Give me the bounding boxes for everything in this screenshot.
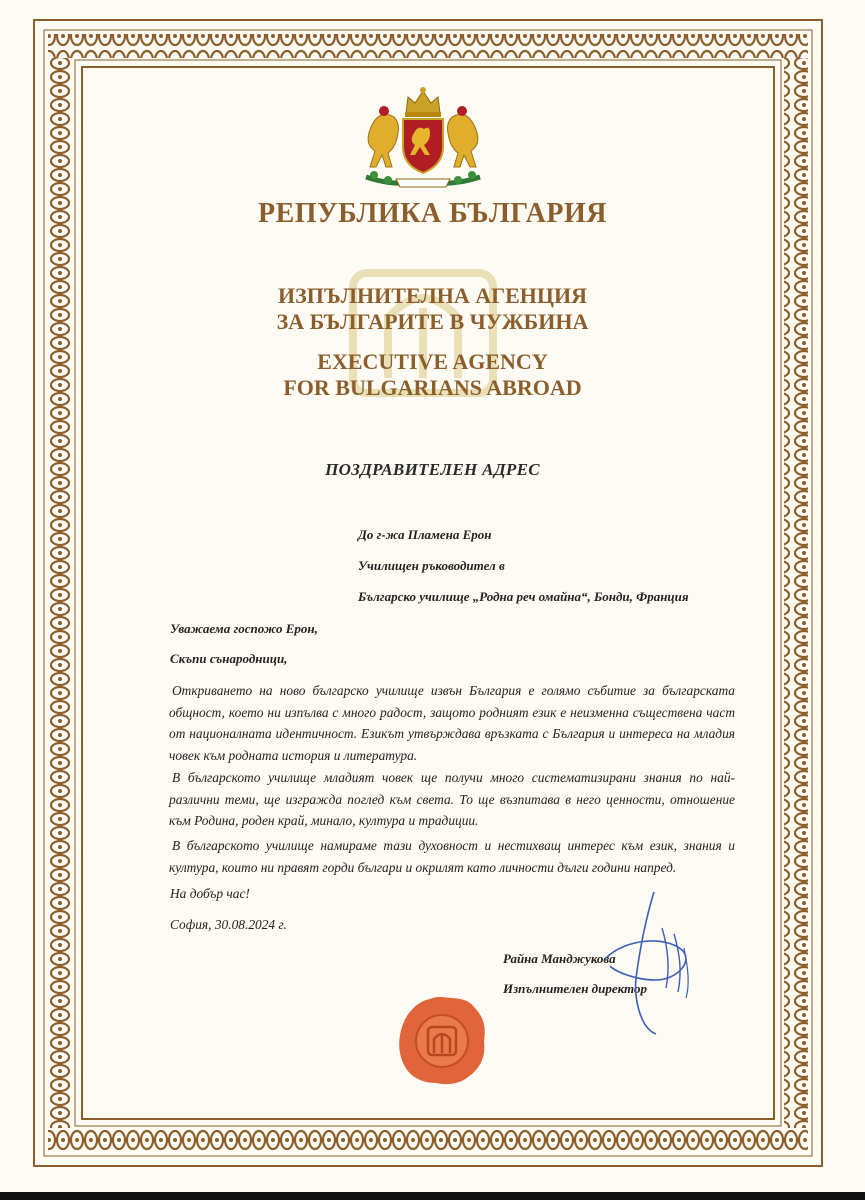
recipient-line2: Училищен ръководител в bbox=[358, 558, 505, 573]
closing-line: На добър час! bbox=[170, 886, 250, 901]
agency-bg-line1: ИЗПЪЛНИТЕЛНА АГЕНЦИЯ bbox=[277, 283, 588, 308]
signatory-title: Изпълнителен директор bbox=[503, 981, 647, 996]
agency-bg-line2: ЗА БЪЛГАРИТЕ В ЧУЖБИНА bbox=[276, 309, 589, 334]
recipient-line3: Българско училище „Родна реч омайна“, Бонди, Франция bbox=[358, 589, 689, 604]
document-heading: ПОЗДРАВИТЕЛЕН АДРЕС bbox=[325, 460, 540, 479]
paragraph-1: Откриването на ново българско училище извън България е голямо събитие за българската общност, което ни изпълва с много радост, защото родният език е неизменна съществена част от националната идентичност. Езикът утвърждава връзката с България и интереса на младия човек към родната история и литература. bbox=[169, 683, 735, 763]
scan-edge bbox=[0, 1192, 865, 1200]
agency-en-line2: FOR BULGARIANS ABROAD bbox=[283, 375, 582, 400]
agency-name-en bbox=[0, 349, 865, 401]
agency-name-bg bbox=[0, 283, 865, 335]
agency-en-line1: EXECUTIVE AGENCY bbox=[317, 349, 548, 374]
paragraph-3: В българското училище намираме тази духовност и нестихващ интерес към език, знания и култура, които ни правят горди българи и окрилят като личности дълги години напред. bbox=[169, 838, 735, 875]
handwritten-signature bbox=[596, 888, 706, 1038]
place-date: София, 30.08.2024 г. bbox=[170, 917, 287, 932]
signatory-name: Райна Манджукова bbox=[503, 951, 616, 966]
country-title: РЕПУБЛИКА БЪЛГАРИЯ bbox=[258, 198, 607, 229]
paragraph-2: В българското училище младият човек ще получи много систематизирани знания по най-различни теми, ще изгражда поглед към света. То ще възпитава в него ценности, отношение към Родина, роден край, минало, култура и традиции. bbox=[169, 770, 735, 828]
salutation-2: Скъпи сънародници, bbox=[170, 651, 288, 666]
wax-seal-icon bbox=[396, 995, 488, 1087]
recipient-line1: До г-жа Пламена Ерон bbox=[358, 527, 492, 542]
salutation-1: Уважаема госпожо Ерон, bbox=[170, 621, 318, 636]
bulgaria-coat-of-arms-icon bbox=[358, 85, 488, 195]
